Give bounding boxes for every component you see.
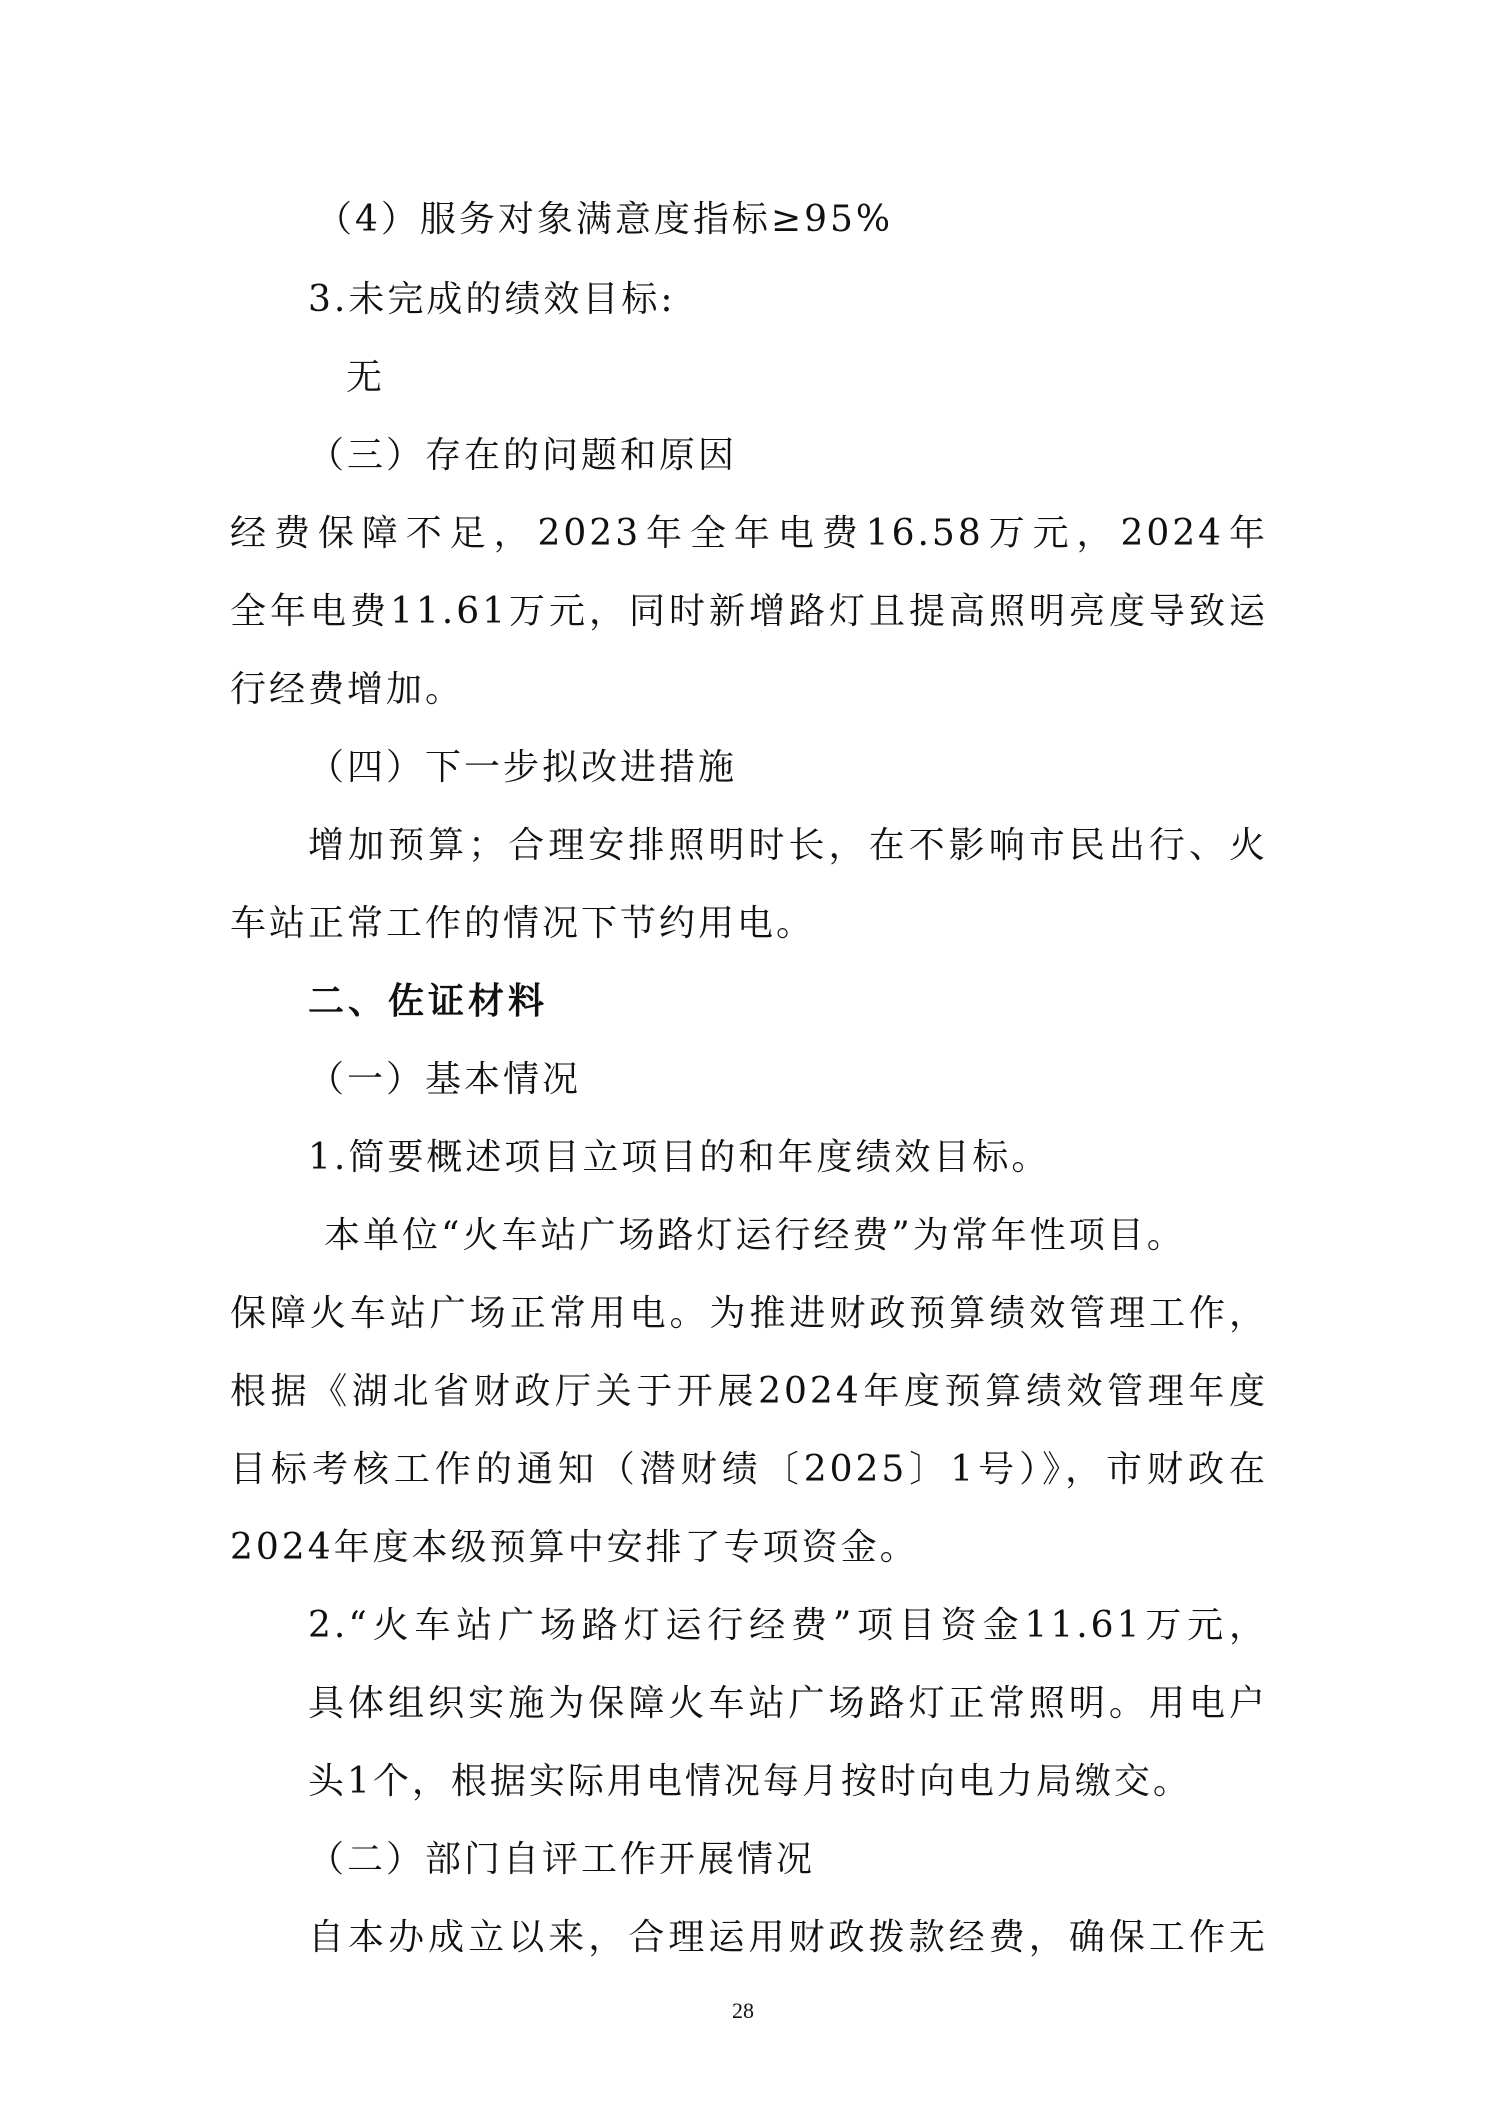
- text-line: 车站正常工作的情况下节约用电。: [230, 903, 816, 944]
- text-line: 1.简要概述项目立项目的和年度绩效目标。: [308, 1137, 1051, 1178]
- text-line: 头1个，根据实际用电情况每月按时向电力局缴交。: [308, 1761, 1192, 1802]
- section-heading: （二）部门自评工作开展情况: [308, 1839, 816, 1880]
- text-line: 增加预算；合理安排照明时长，在不影响市民出行、火: [308, 825, 1268, 866]
- section-heading: （四）下一步拟改进措施: [308, 747, 738, 788]
- text-line: 根据《湖北省财政厅关于开展2024年度预算绩效管理年度: [230, 1371, 1268, 1412]
- text-line: 2.“火车站广场路灯运行经费”项目资金11.61万元，: [308, 1605, 1268, 1646]
- text-line: 具体组织实施为保障火车站广场路灯正常照明。用电户: [308, 1683, 1268, 1724]
- text-line: 3.未完成的绩效目标:: [308, 279, 676, 320]
- text-line: 目标考核工作的通知（潜财绩〔2025〕1号）》，市财政在: [230, 1449, 1268, 1490]
- text-line: 自本办成立以来，合理运用财政拨款经费，确保工作无: [308, 1917, 1268, 1958]
- text-line: （4）服务对象满意度指标≥95%: [316, 199, 894, 240]
- text-line: 全年电费11.61万元，同时新增路灯且提高照明亮度导致运: [230, 591, 1268, 632]
- section-heading: （三）存在的问题和原因: [308, 435, 738, 476]
- section-heading: （一）基本情况: [308, 1059, 582, 1100]
- text-line: 行经费增加。: [230, 669, 465, 710]
- text-line: 经费保障不足，2023年全年电费16.58万元，2024年: [230, 513, 1268, 554]
- text-line: 本单位“火车站广场路灯运行经费”为常年性项目。: [324, 1215, 1186, 1256]
- text-line: 保障火车站广场正常用电。为推进财政预算绩效管理工作，: [230, 1293, 1268, 1334]
- text-line: 无: [346, 357, 386, 398]
- text-line: 2024年度本级预算中安排了专项资金。: [230, 1527, 919, 1568]
- main-heading: 二、佐证材料: [308, 981, 549, 1022]
- page-number: 28: [732, 1998, 754, 2023]
